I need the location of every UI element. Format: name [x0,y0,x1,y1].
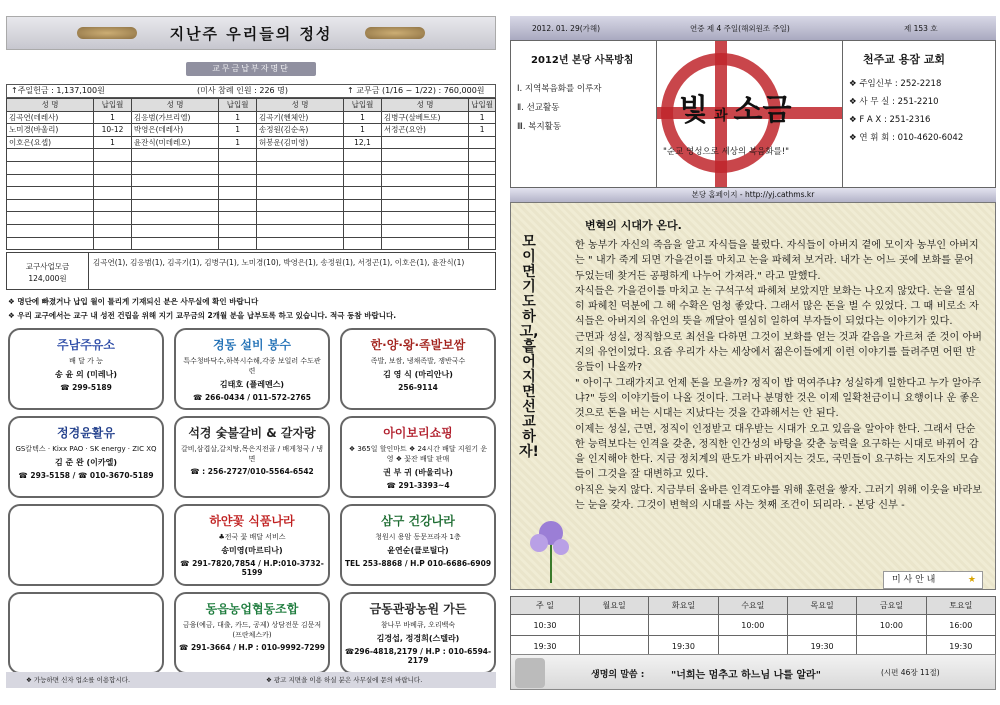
table-cell [219,199,257,212]
ad-phone: ☎296-4818,2179 / H.P : 010-6594-2179 [344,647,492,665]
table-cell [381,199,468,212]
tithe-total: ↑ 교무금 (1/16 ~ 1/22) : 760,000원 [347,86,485,95]
column-header: 성 명 [381,99,468,112]
logo-word: 빛 [679,93,708,128]
ad-subtitle: 참나무 바베큐, 오리백숙 [380,621,456,629]
ad-subtitle: ♣전국 꽃 배달 서비스 [218,533,286,541]
ad-subtitle: ❖ 365일 할인마트 ❖ 24시간 배달 지원기 운영 ❖ 꽃잔 배달 판매 [348,445,488,463]
mass-guide-label [883,571,983,589]
logo-title [679,85,791,129]
table-cell: 1 [94,136,132,149]
table-cell [219,161,257,174]
ad-footer [6,672,496,688]
ad-owner: 김 준 완 (이카엘) [54,458,118,467]
issue-bar [510,16,996,40]
schedule-cell: 10:00 [718,615,787,636]
schedule-cell: 수요일 [718,597,787,615]
table-cell: 10-12 [94,124,132,137]
table-cell [7,161,94,174]
table-cell [344,237,382,250]
table-cell: 윤잔식(미데레오) [131,136,218,149]
table-cell [7,199,94,212]
schedule-cell: 금요일 [857,597,926,615]
table-row [7,111,496,124]
table-cell [7,149,94,162]
ad-title: 아이보리쇼핑 [383,426,453,440]
table-cell [256,224,343,237]
masthead [510,40,996,188]
table-cell [7,174,94,187]
ad-title: 동읍농업협동조합 [205,602,299,616]
table-cell: 박영은(데레사) [131,124,218,137]
contact-item: ❖ 사 무 실 : 251-2210 [849,97,939,107]
table-cell [469,187,496,200]
table-row [7,174,496,187]
table-cell [94,161,132,174]
column-header: 성 명 [131,99,218,112]
column-header: 납입월 [469,99,496,112]
table-cell [381,237,468,250]
table-cell [256,174,343,187]
donation-header [6,16,496,50]
ad-subtitle: 배 달 가 능 [69,357,103,365]
donor-table [6,98,496,250]
table-cell [256,149,343,162]
schedule-cell: 목요일 [787,597,856,615]
table-cell [344,224,382,237]
ad-owner: 송미영(마르티나) [221,546,283,555]
ad-owner: 김경섭, 정경희(스텔라) [376,634,460,643]
table-cell: 허봉운(김미영) [256,136,343,149]
table-cell: 1 [94,111,132,124]
table-cell [256,161,343,174]
article-paragraph: 이제는 성실, 근면, 정직이 인정받고 대우받는 시대가 오고 있음을 알아야 한다. 그래서 단순한 능력보다는 인격을 갖춘, 정직한 인간성의 바탕을 갖춘 능력을 요구하는 시대로 바뀌어 감을 인지해야 한다. 지금 정치계의 판도가 바뀌어지는 것도, 국민들이 요구하는 지도자의 모습들이 그것을 잘 대변하고 있다. [575,423,979,481]
ad-title: 하얀꽃 식품나라 [209,514,295,528]
ad-phone: ☎ 293-5158 / ☎ 010-3670-5189 [18,471,154,480]
table-cell [131,174,218,187]
column-header: 납입월 [219,99,257,112]
table-cell [344,212,382,225]
ad-owner: 권 부 귀 (바울리나) [383,468,453,477]
logo-word: 소금 [733,93,792,128]
ad-phone: ☎ 266-0434 / 011-572-2765 [193,393,311,402]
table-row [7,136,496,149]
table-row [7,212,496,225]
ad-title: 정경윤활유 [57,426,115,440]
table-cell: 노미경(바울리) [7,124,94,137]
table-row [7,199,496,212]
table-cell [94,224,132,237]
table-cell [94,187,132,200]
mass-guide-text: 미 사 안 내 [892,575,936,585]
ad-subtitle: 갈비,삼겹살,갈치탕,목은지전골 / 배게청국 / 냉면 [180,445,323,463]
ad-card [340,328,496,410]
sunday-offering: ↑주일헌금 : 1,137,100원 [11,86,105,95]
article-paragraph: 아직은 늦지 않다. 지금부터 올바른 인격도야를 위해 훈련을 쌓자. 그러기 위해 이웃을 바라보는 눈을 갖자. 그것이 변혁의 시대를 사는 첫째 조건이 되리라. - 본당 신부 - [575,484,983,512]
fund-amount: 124,000원 [28,274,67,283]
article-paragraph: " 아이구 그래가지고 언제 돈을 모을까? 정직이 밥 먹여주냐? 성실하게 일한다고 누가 알아주냐?" 등의 이야기들이 나올 것이다. 그러나 분명한 것은 이제 일확천금이니 요행이나 운 좋은 것으로 돈을 버는 시대는 지났다는 것을 간과해서는 안 된다. [575,377,982,420]
table-cell [344,199,382,212]
diocese-fund [6,252,496,290]
table-cell [256,212,343,225]
ad-title: 경동 설비 봉수 [213,338,291,352]
table-row [7,237,496,250]
table-cell: 1 [219,136,257,149]
ad-phone: 256-9114 [398,383,438,392]
schedule-cell: 19:30 [649,636,718,657]
ad-card [174,416,330,498]
table-cell [469,224,496,237]
table-cell: 김응범(가브리엘) [131,111,218,124]
liturgical-week: 연중 제 4 주일(해외원조 주일) [690,24,790,33]
table-cell: 1 [219,111,257,124]
table-cell [219,224,257,237]
notice-2: ❖ 우리 교구에서는 교구 내 성전 건립을 위해 지기 교무금의 2개월 분을 납부토록 하고 있습니다. 적극 동참 바랍니다. [8,311,397,320]
table-cell [7,212,94,225]
issue-number: 제 153 호 [904,24,938,33]
ad-subtitle: GS칼텍스 · Kixx PAO · SK energy · ZIC XQ [15,445,157,453]
fund-label: 교구사업모금 [25,262,70,271]
mass-attendance: (미사 참례 인원 : 226 명) [197,86,289,95]
ad-phone: TEL 253-8868 / H.P 010-6686-6909 [344,559,492,568]
left-page [6,6,496,698]
table-cell: 송정원(김순옥) [256,124,343,137]
table-cell: 1 [469,124,496,137]
ad-card [174,328,330,410]
homepage-link[interactable]: 본당 홈페이지 - http://yj.cathms.kr [510,188,996,202]
table-cell [344,187,382,200]
mass-schedule [510,596,996,657]
schedule-cell [787,615,856,636]
right-page [510,6,996,698]
star-icon: ★ [967,575,976,585]
table-cell [381,187,468,200]
table-cell [219,212,257,225]
table-cell: 김곡연(데레사) [7,111,94,124]
ad-phone: ☎ : 256-2727/010-5564-6542 [190,467,314,476]
table-cell [381,224,468,237]
ad-title: 삼구 건강나라 [381,514,455,528]
ad-card [340,504,496,586]
ad-card [174,504,330,586]
schedule-row [511,597,996,615]
table-cell [131,212,218,225]
table-cell [131,187,218,200]
table-cell [131,237,218,250]
table-cell [381,212,468,225]
table-cell [219,174,257,187]
table-cell [256,187,343,200]
ad-card [8,592,164,674]
column-header: 성 명 [256,99,343,112]
table-cell [219,237,257,250]
page-title: 지난주 우리들의 정성 [169,25,333,43]
table-cell: 12,1 [344,136,382,149]
table-row [7,224,496,237]
schedule-cell: 화요일 [649,597,718,615]
ad-phone: ☎ 291-7820,7854 / H.P:010-3732-5199 [180,559,324,577]
ad-card [8,328,164,410]
column-header: 납입월 [94,99,132,112]
table-row [7,124,496,137]
table-header [7,99,496,112]
table-cell [381,161,468,174]
article-body [575,238,985,513]
table-cell [94,199,132,212]
table-cell [469,161,496,174]
schedule-cell: 토요일 [926,597,995,615]
word-ref: (시편 46장 11절) [881,668,940,677]
schedule-cell: 월요일 [579,597,648,615]
table-cell [131,161,218,174]
article-paragraph: 근면과 성실, 정직함으로 최선을 다하면 그것이 보화를 얻는 것과 같음을 가르쳐 준 것이 아버지의 유언이었다. 요즘 우리가 사는 세상에서 젊은이들에게 이런 이야기를 들려주면 어떤 반응들이 나올까? [575,331,983,374]
donor-list-label: 교무금납부자명단 [186,62,316,76]
motto: "순교 영성으로 세상의 복음화를!" [663,147,790,157]
schedule-cell: 16:00 [926,615,995,636]
table-cell [7,237,94,250]
ad-subtitle: 특수청바닥수,하복시수해,각종 보일러 수도관련 [183,357,321,375]
table-cell [469,237,496,250]
ad-title: 한·양·왕·족발보쌈 [370,338,466,352]
contact-item: ❖ 주임신부 : 252-2218 [849,79,942,89]
table-cell: 1 [344,124,382,137]
ad-subtitle: 족발, 보쌈, 냉채족발, 쟁반국수 [370,357,466,365]
schedule-cell: 주 일 [511,597,580,615]
table-cell: 김병구(살베트또) [381,111,468,124]
table-cell [94,212,132,225]
footer-right: ❖ 광고 지면을 이용 하실 분은 사무실에 문의 바랍니다. [266,676,423,684]
ad-phone: ☎ 291-3664 / H.P : 010-9992-7299 [178,643,326,652]
ad-card [340,416,496,498]
ornament-icon [365,27,425,39]
table-cell [131,149,218,162]
pastor-message [510,202,996,590]
ad-title: 금동관광농원 가든 [369,602,467,616]
table-cell [256,199,343,212]
table-cell [344,174,382,187]
schedule-cell: 19:30 [787,636,856,657]
schedule-cell: 19:30 [511,636,580,657]
ad-card [340,592,496,674]
word-of-life [510,654,996,690]
table-cell [469,136,496,149]
schedule-cell: 10:00 [857,615,926,636]
issue-date: 2012. 01. 29(가해) [532,24,601,33]
logo-word: 과 [713,108,728,124]
policy-item: Ⅰ. 지역복음화를 이루자 [517,84,602,94]
table-cell [469,174,496,187]
flower-icon [521,503,581,583]
table-cell [94,149,132,162]
logo-area [657,41,843,187]
table-cell [131,199,218,212]
table-cell [256,237,343,250]
schedule-cell [579,615,648,636]
contact-item: ❖ F A X : 251-2316 [849,115,931,125]
ad-card [174,592,330,674]
table-cell [469,149,496,162]
table-cell [219,149,257,162]
table-cell [94,237,132,250]
jesus-portrait-icon [515,658,545,688]
table-cell [381,174,468,187]
contact-item: ❖ 연 휘 회 : 010-4620-6042 [849,133,964,143]
schedule-cell: 19:30 [926,636,995,657]
table-cell [469,212,496,225]
notice-1: ❖ 명단에 빠졌거나 납입 월이 틀리게 기재되신 분은 사무실에 확인 바랍니다 [8,297,259,306]
article-title: 변혁의 시대가 온다. [585,219,682,232]
article-paragraph: 자식들은 가을걷이를 마치고 논 구석구석 파헤쳐 보았지만 보화는 나오지 않았다. 논을 열심히 파헤친 덕분에 그 해 수확은 엄청 좋았다. 그래서 많은 돈을 벌 수 있었다. 그 때 비로소 자식들은 아버지의 유언의 뜻을 깨달아 열심히 일하여 부자들이 되었다는 이야기가 있다. [575,285,979,328]
table-row [7,149,496,162]
ad-card [8,416,164,498]
table-cell: 1 [469,111,496,124]
ad-title: 석경 숯불갈비 & 갈자랑 [188,426,316,440]
ad-title: 주남주유소 [57,338,115,352]
table-cell [7,187,94,200]
table-cell [381,136,468,149]
word-text: "너희는 멈추고 하느님 나를 알라" [671,670,821,681]
ad-owner: 윤연순(클로틸다) [387,546,449,555]
ad-subtitle: 청원시 용암 동문프라자 1층 [375,533,461,541]
table-cell [381,149,468,162]
column-header: 납입월 [344,99,382,112]
policy-item: Ⅲ. 복지활동 [517,122,562,132]
ad-card [8,504,164,586]
offering-summary [6,84,496,98]
table-cell: 1 [344,111,382,124]
article-paragraph: 한 농부가 자신의 죽음을 알고 자식들을 불렀다. 자식들이 아버지 곁에 모이자 농부인 아버지는 " 내가 죽게 되면 가을걷이를 마치고 논을 파헤쳐 보거라. 내가 논 어느 곳에 보화를 묻어 두었는데 찾거든 공평하게 나누어 가져라." 라고 말했다. [575,240,979,282]
schedule-row [511,615,996,636]
ad-subtitle: 금융(예금, 대출, 카드, 공제) 상담전문 김문저(프란체스카) [182,621,322,639]
table-row [7,187,496,200]
policy-title: 2012년 본당 사목방침 [531,55,634,66]
table-cell: 이호은(요셉) [7,136,94,149]
table-cell [344,161,382,174]
ad-owner: 송 윤 의 (미레나) [54,370,118,379]
fund-names: 김곡연(1), 김응범(1), 김곡기(1), 김병구(1), 노미경(10), 박영은(1), 송정원(1), 서정곤(1), 이호은(1), 윤잔식(1) [93,258,465,267]
ad-phone: ☎ 299-5189 [60,383,112,392]
table-cell: 1 [219,124,257,137]
word-label: 생명의 말씀 : [591,670,645,680]
table-row [7,161,496,174]
table-cell [94,174,132,187]
ad-phone: ☎ 291-3393~4 [386,481,450,490]
table-cell: 서정곤(요안) [381,124,468,137]
column-header: 성 명 [7,99,94,112]
table-cell [469,199,496,212]
ad-owner: 김 영 식 (마리안나) [383,370,453,379]
schedule-cell: 10:30 [511,615,580,636]
table-cell [344,149,382,162]
footer-left: ❖ 가능하면 신자 업소를 이용합시다. [26,676,131,684]
table-cell [7,224,94,237]
table-cell [219,187,257,200]
table-cell [131,224,218,237]
table-cell: 김곡기(헨체안) [256,111,343,124]
ad-owner: 김태호 (플레멘스) [219,380,285,389]
church-name: 천주교 용잠 교회 [863,53,946,66]
schedule-cell [649,615,718,636]
policy-item: Ⅱ. 선교활동 [517,103,560,113]
vertical-slogan: 모이면 기도하고, 흩어지면 선교하자! [519,234,539,460]
